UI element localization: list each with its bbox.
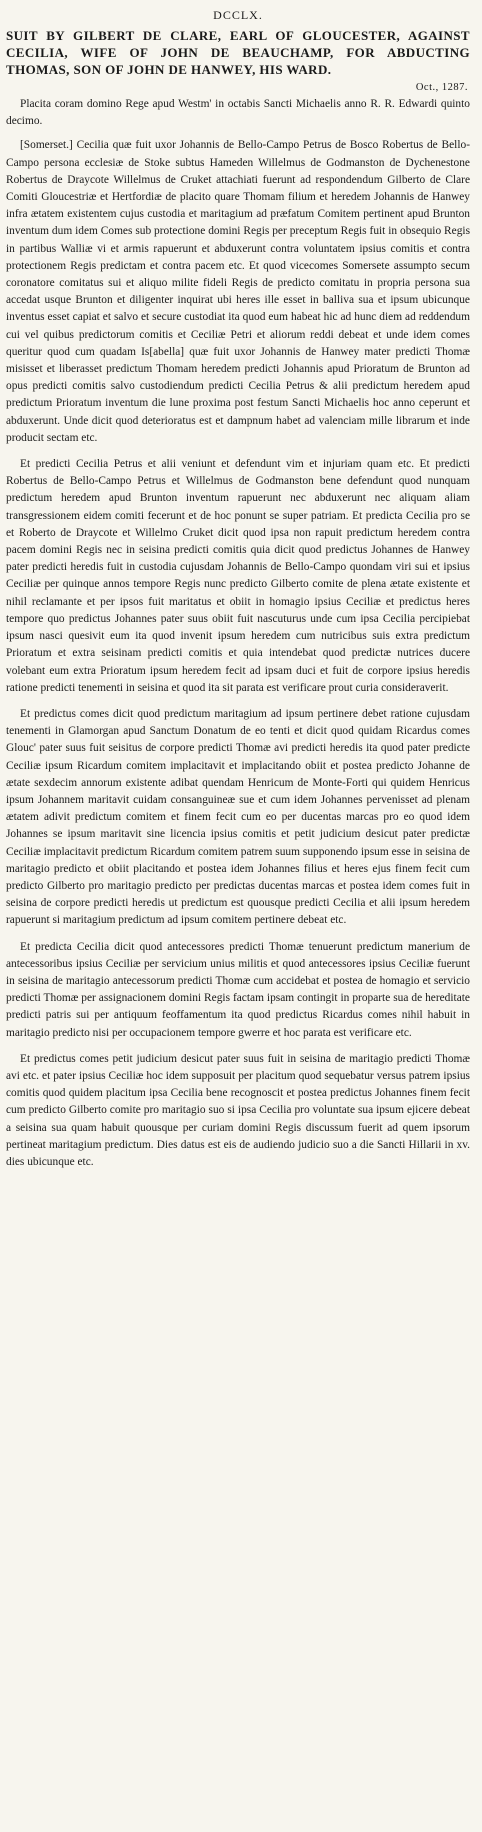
document-title: SUIT BY GILBERT DE CLARE, EARL OF GLOUCESTER, AGAINST CECILIA, WIFE OF JOHN DE BEAUCHAMP, FOR ABDUCTING THOMAS, SON OF JOHN DE HANWEY, HIS WARD.: [6, 28, 470, 77]
intro-paragraph: Placita coram domino Rege apud Westm' in octabis Sancti Michaelis anno R. R. Edwardi quinto decimo.: [6, 98, 470, 128]
body-paragraph: Et predictus comes petit judicium desicut pater suus fuit in seisina de maritagio predicti Thomæ avi etc. et pater ipsius Ceciliæ hoc idem supposuit per placitum quod sequebatur versus patrem ipsius comitis quod quidem placitum ipsa Cecilia bene recognoscit et postea predictus Johannes finem fecit cum predicto Gilberto comite pro maritagio suo si ipsa Cecilia pro voluntate sua ipsum ejicere debeat a seisina sua quam habuit quousque per curiam domini Regis discussum fuerit ad quem ipsorum pertineat maritagium predictum. Dies datus est eis de audiendo judicio suo a die Sancti Hillarii in xv. dies ubicunque etc.: [6, 1052, 470, 1168]
body-paragraph: Et predictus comes dicit quod predictum maritagium ad ipsum pertinere debet ratione cujusdam tenementi in Glamorgan apud Sanctum Donatum de eo tenti et dicit quod quidam Ricardus comes Glouc' pater suus fuit seisitus de corpore predicti Thomæ avi predicti heredis ita quod pater predicte Ceciliæ ipsum Ricardum comitem implacitavit et implacitando obiit et postea predicto Johanne de ætate sexdecim annorum existente adibat quendam Henricum de Monte-Forti qui quidem Henricus ipsum Johannem maritavit cuidam consanguineæ sue et cum idem Johannes pervenisset ad plenam ætatem adivit predictum comitem et finem fecit cum eo per ducentas marcas pro eo quod idem Johannes se ipsum maritavit sine licencia ipsius comitis et petit judicium desicut pater predictæ Ceciliæ implacitavit predictum Ricardum comitem patrem suum supponendo ipsum esse in seisina de maritagio predicto et obiit placitando et postea idem Johannes filius et heres ejus finem fecit cum predicto Gilberto pro maritagio predicto per predictas ducentas marcas et postea idem comes fuit in seisina de corpore predicti heredis ut predictum est quousque predicti Cecilia et alii ipsum heredem rapuerunt si maritagium predictum ad ipsum comitem pertinere debeat etc.: [6, 707, 470, 927]
body-paragraph: [Somerset.] Cecilia quæ fuit uxor Johannis de Bello-Campo Petrus de Bosco Robertus de Bello-Campo persona ecclesiæ de Stoke subtus Hameden Willelmus de Godmanston de Dychenestone Robertus de Draycote Willelmus de Cruket attachiati fuerunt ad respondendum Gilberto de Clare Comiti Gloucestriæ et Hertfordiæ de placito quare Thomam filium et heredem Johannis de Hanwey infra ætatem existentem cujus custodia et maritagium ad præfatum Comitem pertinent apud Brunton inventum dum idem Comes sub protectione domini Regis per preceptum Regis fuit in obsequio Regis in partibus Walliæ vi et armis rapuerunt et abduxerunt contra voluntatem ipsius comitis et contra protectionem Regis predictam et contra pacem etc. Et quod vicecomes Somersete assumpto secum coronatore comitatus sui et aliquo milite fideli Regis de predicto comitatu in propria persona sua accedat usque Brunton et diligenter inquirat ubi heres ille esset in balliva sua et ipsum ubicunque inventus esset capiat et salvo et secure custodiat ita quod eum habeat hic ad hunc diem ad reddendum cui vel quibus predictorum comitis et Ceciliæ Petri et aliorum reddi debeat et unde idem comes queritur quod cum quadam Is[abella] quæ fuit uxor Johannis de Hanwey mater predicti Thomæ misisset et liberasset predictum Thomam heredem predicti Johannis apud Prioratum de Brunton ad opus predicti comitis salvo custodiendum predicti Cecilia Petrus & alii predictum heredem apud predictum Prioratum inventum die lune proxima post festum Sancti Michaelis hoc anno ceperunt et abduxerunt. Unde dicit quod deterioratus est et dampnum habet ad valenciam mille librarum et inde producit sectam etc.: [6, 139, 470, 444]
document-number: DCCLX.: [213, 8, 263, 22]
document-date: Oct., 1287.: [415, 82, 468, 93]
body-paragraph: Et predicta Cecilia dicit quod antecessores predicti Thomæ tenuerunt predictum manerium de antecessoribus ipsius Ceciliæ per servicium unius militis et quod antecessores ipsius Ceciliæ fuerunt in seisina de maritagio antecessorum predicti Thomæ cum accidebat et postea de homagio et servicio predicti Thomæ per assignacionem domini Regis factam ipsam contingit in proparte sua de hereditate predicti patris sui per antiquum feoffamentum ita quod predictus Ricardus comes nihil habuit in maritagio predicto nisi per occupacionem tempore gwerre et hoc parata est verificare etc.: [6, 940, 470, 1039]
body-paragraph: Et predicti Cecilia Petrus et alii veniunt et defendunt vim et injuriam quam etc. Et predicti Robertus de Bello-Campo Petrus et Willelmus de Godmanston bene defendunt quod nunquam predictum heredem apud Brunton inventum rapuerunt nec abduxerunt nec aliquam aliam transgressionem eidem comiti fecerunt et de hoc ponunt se super patriam. Et predicta Cecilia pro se et Roberto de Draycote et Willelmo Cruket dicit quod ipsa non rapuit predictum heredem contra pacem domini Regis nec in seisina predicti comitis quia dicit quod predictus Johannes de Hanwey pater predicti heredis fuit in custodia cujusdam Johannis de Bello-Campo quondam viri sui et ipsius Ceciliæ per quinque annos tempore Regis nunc predicto Gilberto comite de plena ætate existente et nihil reclamante et per ipsos fuit maritatus et obiit in homagio ipsius Ceciliæ et predictus heres tempore quo predictus Johannes pater suus obiit fuit nascuturus unde cum ipsa Cecilia percipiebat ipsum nasci quesivit eum ita quod invenit ipsum heredem cum nutricibus suis extra predictum Prioratum et extra seisinam predicti comitis et quia intendebat quod predictæ nutrices ducere volebant eum extra Prioratum ipsum heredem fecit ad ipsam duci et fuit de corpore ipsius heredis ratione predicti tenementi in seisina et quod ita sit parata est verificare prout curia consideraverit.: [6, 458, 470, 694]
